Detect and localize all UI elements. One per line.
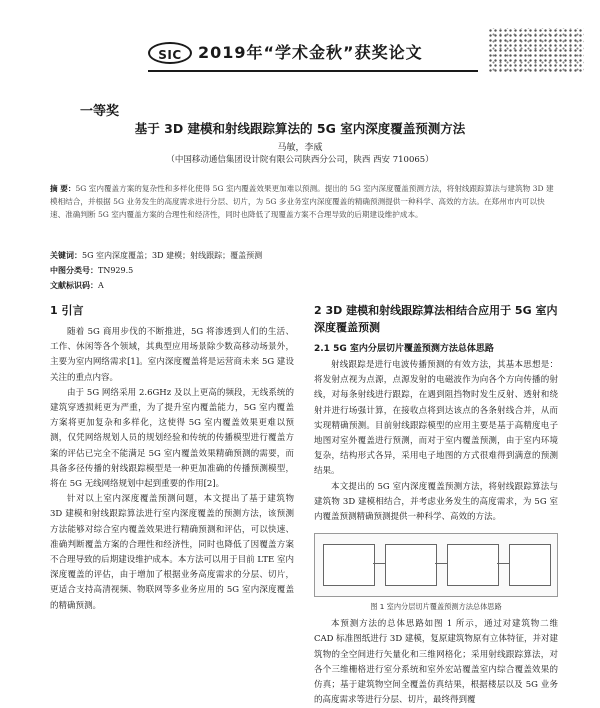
document-code (50, 280, 104, 292)
abstract (50, 182, 554, 221)
section-1-paragraph-1: 随着 5G 商用步伐的不断推进，5G 将渗透到人们的生活、工作、休闲等各个领域，其典型应用场景除少数高移动场景外，主要为室内网络需求[1]。室内深度覆盖将是运营商未来 5G 建设关注的重点内容。 (50, 327, 294, 383)
classification-text: TN929.5 (98, 266, 134, 275)
classification-number (50, 265, 133, 277)
abstract-label: 摘 要： (50, 184, 76, 193)
diagram-box (509, 544, 551, 586)
diagram-box (323, 544, 375, 586)
section-1-paragraph-3: 针对以上室内深度覆盖预测问题，本文提出了基于建筑物 3D 建模和射线跟踪算法进行室内深度覆盖的预测方法，该预测方法能够对综合室内覆盖效果进行精确预测和评估，可以快速、准确判断覆盖方案的合理性和经济性，同时也降低了因覆盖方案不合理导致的后期建设维护成本。本方法可以用于目前 LTE 室内深度覆盖的评估，由于增加了根据业务高度需求的分层、切片，更适合支持高清视频、物联网等多业务应用的 5G 室内深度覆盖的精确预测。 (50, 494, 294, 611)
diagram-arrow (373, 563, 385, 564)
section-1-heading: 1 引言 (50, 304, 84, 317)
doc-code-label: 文献标识码： (50, 281, 98, 290)
diagram-box (447, 544, 499, 586)
diagram-box (385, 544, 437, 586)
section-2-heading: 2 3D 建模和射线跟踪算法相结合应用于 5G 室内深度覆盖预测 (314, 304, 558, 334)
abstract-text: 5G 室内覆盖方案的复杂性和多样化使得 5G 室内覆盖效果更加难以预测。提出的 5G 室内深度覆盖预测方法，将射线跟踪算法与建筑物 3D 建模相结合，并根据 5G 业务发生的高度需求进行分层、切片，为 5G 多业务室内深度覆盖的精确预测提供一种科学、高效的方法。在郑州市内可以快速、准确判断 5G 室内覆盖方案的合理性和经济性，同时也降低了现覆盖方案不合理导致的后期建设维护成本。 (50, 184, 554, 219)
right-column (314, 302, 558, 708)
section-1-paragraph-2: 由于 5G 网络采用 2.6GHz 及以上更高的频段，无线系统的建筑穿透损耗更为严重，为了提升室内覆盖能力，5G 室内覆盖方案将更加复杂和多样化，这使得 5G 室内覆盖效果更难以预测，仅凭网络规划人员的规划经验和传统的传播模型进行覆盖方案的评估已完全不能满足 5G 室内覆盖效果精确预测的需要，而具备多径传播的射线跟踪模型是一种更加准确的传播预测模型，将在 5G 无线网络规划中起到重要的作用[2]。 (50, 387, 294, 490)
paper-title: 基于 3D 建模和射线跟踪算法的 5G 室内深度覆盖预测方法 (134, 121, 466, 136)
section-2-paragraph-3: 本预测方法的总体思路如图 1 所示，通过对建筑物二维 CAD 标准图纸进行 3D 建模，复原建筑物原有立体特征，并对建筑物的全空间进行矢量化和三维网格化；采用射线跟踪算法，对各个三维栅格进行室分系统和室外宏站覆盖室内综合覆盖效果的仿真；基于建筑物空间全覆盖仿真结果，根据楼层以及 5G 业务的高度需求等进行分层、切片，最终得到覆 (314, 619, 558, 706)
halftone-pattern (488, 28, 584, 72)
classification-label: 中图分类号： (50, 266, 98, 275)
header-title: 2019年“学术金秋”获奖论文 (198, 43, 423, 62)
authors: 马敏，李威 (277, 143, 323, 153)
figure-1-caption: 图 1 室内分层切片覆盖预测方法总体思路 (370, 602, 502, 612)
section-2-paragraph-2: 本文提出的 5G 室内深度覆盖预测方法，将射线跟踪算法与建筑物 3D 建模相结合，并考虑业务发生的高度需求，为 5G 室内覆盖预测精确预测提供一种科学、高效的方法。 (314, 481, 558, 523)
section-2-1-heading: 2.1 5G 室内分层切片覆盖预测方法总体思路 (314, 344, 494, 354)
doc-code-text: A (98, 281, 104, 290)
figure-1-diagram (314, 533, 558, 597)
keywords (50, 250, 262, 262)
keywords-text: 5G 室内深度覆盖；3D 建模；射线跟踪；覆盖预测 (82, 251, 263, 260)
keywords-label: 关键词： (50, 251, 82, 260)
header-rule (148, 70, 478, 72)
diagram-arrow (435, 563, 447, 564)
diagram-arrow (497, 563, 509, 564)
affiliation: （中国移动通信集团设计院有限公司陕西分公司，陕西 西安 710065） (166, 155, 434, 165)
sic-logo: SIC (148, 42, 192, 64)
left-column (50, 302, 294, 614)
award-label: 一等奖 (80, 104, 120, 119)
journal-header (0, 0, 600, 88)
section-2-paragraph-1: 射线跟踪是进行电波传播预测的有效方法，其基本思想是：将发射点视为点源，点源发射的电磁波作为向各个方向传播的射线，对每条射线进行跟踪，在遇到阻挡物时发生反射、透射和绕射并进行场强计算，在接收点将到达该点的各条射线合并，从而实现精确预测。目前射线跟踪模型的应用主要是基于高精度电子地图对室外覆盖进行预测，而对于室内覆盖预测，由于室内环境复杂，结构形式各异，采用电子地图的方式很难得到满意的预测结果。 (314, 360, 558, 477)
